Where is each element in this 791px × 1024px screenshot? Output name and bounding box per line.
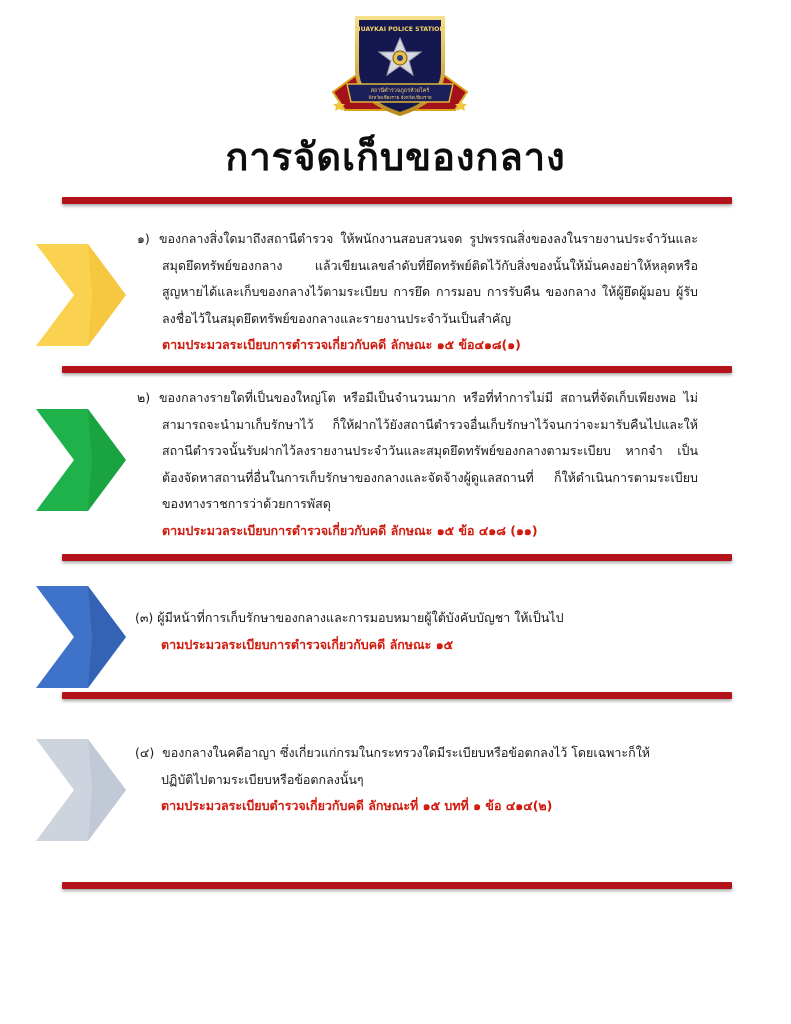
item-reference: ตามประมวลระเบียบตำรวจเกี่ยวกับคดี ลักษณะที่ ๑๕ บทที่ ๑ ข้อ ๔๑๔(๒) [161, 798, 553, 814]
police-badge-logo [325, 14, 475, 126]
badge-ribbon-line2: จังหวัดเชียงราย จังหวัดเชียงราย [368, 96, 432, 101]
divider-rule [62, 882, 732, 889]
page-title: การจัดเก็บของกลาง [225, 135, 566, 179]
item-number: ๑) [137, 231, 150, 246]
item-text: ของกลางสิ่งใดมาถึงสถานีตำรวจ ให้พนักงานสอบสวนจด รูปพรรณสิ่งของลงในรายงานประจำวันและสมุดยึดทรัพย์ของกลาง แล้วเขียนเลขลำดับที่ยึดทรัพย์ติดไว้กับสิ่งของนั้นให้มั่นคงอย่าให้หลุดหรือสูญหายได้และเก็บของกลางไว้ตามระเบียบ การยึด การมอบ การรับคืน ของกลาง ให้ผู้ยึดผู้มอบ ผู้รับ ลงชื่อไว้ในสมุดยึดทรัพย์ของกลางและรายงานประจำวันเป็นสำคัญ [159, 231, 698, 326]
list-item-2 [137, 385, 698, 545]
list-item-3 [135, 605, 695, 658]
item-number: (๔) [135, 745, 155, 760]
divider-rule [62, 692, 732, 699]
item-text: ของกลางรายใดที่เป็นของใหญ่โต หรือมีเป็นจำนวนมาก หรือที่ทำการไม่มี สถานที่จัดเก็บเพียงพอ ไม่สามารถจะนำมาเก็บรักษาไว้ ก็ให้ฝากไว้ยังสถานีตำรวจอื่นเก็บรักษาไว้จนกว่าจะมารับคืนไปและให้สถานีตำรวจนั้นรับฝากไว้ลงรายงานประจำวันและสมุดยึดทรัพย์ของกลางตามระเบียบ หากจำ เป็นต้องจัดหาสถานที่อื่นในการเก็บรักษาของกลางและจัดจ้างผู้ดูแลสถานที่ ก็ให้ดำเนินการตามระเบียบของทางราชการว่าด้วยการพัสดุ [159, 390, 698, 512]
item-number: ๒) [137, 390, 151, 405]
divider-rule [62, 554, 732, 561]
item-number: (๓) [135, 610, 154, 625]
item-text: ผู้มีหน้าที่การเก็บรักษาของกลางและการมอบหมายผู้ใต้บังคับบัญชา ให้เป็นไป [157, 610, 564, 625]
item-reference: ตามประมวลระเบียบการตำรวจเกี่ยวกับคดี ลักษณะ ๑๕ ข้อ ๔๑๘ (๑๑) [162, 522, 538, 538]
divider-rule [62, 366, 732, 373]
list-item-4 [135, 740, 655, 820]
blue-chevron-icon [30, 582, 130, 692]
list-item-1 [137, 226, 698, 359]
item-text: ของกลางในคดีอาญา ซึ่งเกี่ยวแก่กรมในกระทรวงใดมีระเบียบหรือข้อตกลงไว้ โดยเฉพาะก็ให้ปฏิบัติไปตามระเบียบหรือข้อตกลงนั้นๆ [161, 745, 651, 787]
divider-rule [62, 197, 732, 204]
item-reference: ตามประมวลระเบียบการตำรวจเกี่ยวกับคดี ลักษณะ ๑๕ [161, 636, 454, 652]
gray-chevron-icon [30, 735, 130, 845]
yellow-chevron-icon [30, 240, 130, 350]
badge-top-text: HUAYKAI POLICE STATION [355, 26, 445, 33]
green-chevron-icon [30, 405, 130, 515]
item-reference: ตามประมวลระเบียบการตำรวจเกี่ยวกับคดี ลักษณะ ๑๕ ข้อ๔๑๘(๑) [162, 337, 521, 353]
badge-ribbon-line1: สถานีตำรวจภูธรห้วยไคร้ [370, 88, 430, 94]
